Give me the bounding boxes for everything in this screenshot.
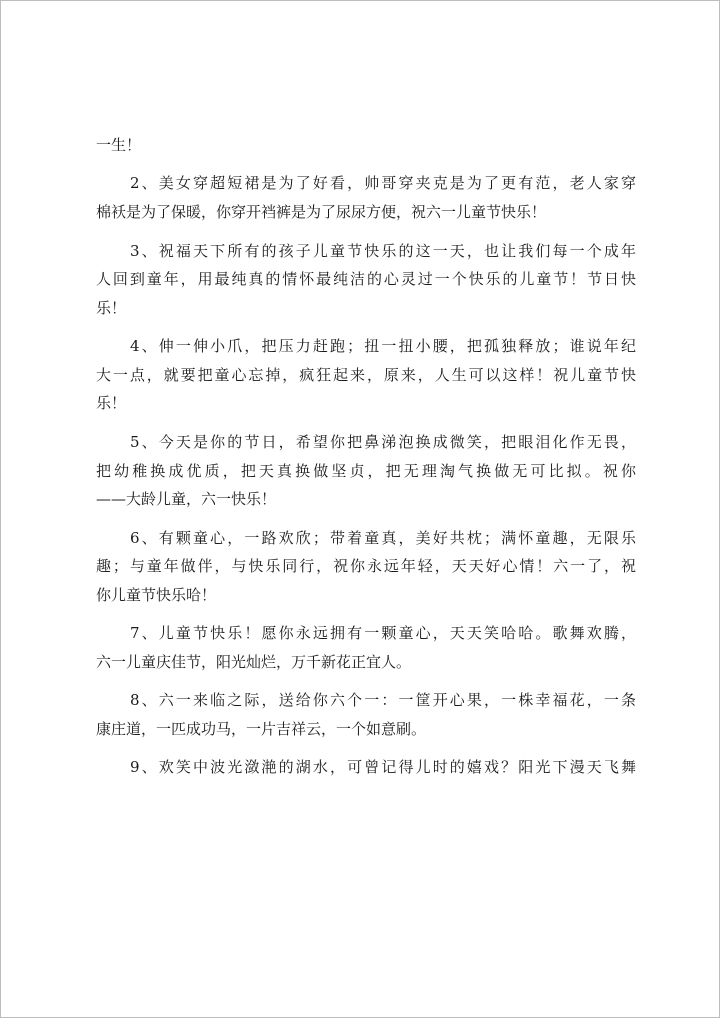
text-line: 5、今天是你的节日，希望你把鼻涕泡换成微笑，把眼泪化作无畏， xyxy=(130,432,636,451)
text-line: 大一点，就要把童心忘掉，疯狂起来，原来，人生可以这样！祝儿童节快 xyxy=(96,365,636,384)
paragraph-5 xyxy=(96,428,636,514)
text-line: 六一儿童庆佳节，阳光灿烂，万千新花正宜人。 xyxy=(96,652,412,671)
text-line: 把幼稚换成优质，把天真换做坚贞，把无理淘气换做无可比拟。祝你 xyxy=(96,461,636,480)
paragraph-6 xyxy=(96,524,636,610)
text-line: 7、儿童节快乐！愿你永远拥有一颗童心，天天笑哈哈。歌舞欢腾， xyxy=(130,624,636,643)
document-body xyxy=(96,131,636,792)
text-line: 6、有颗童心，一路欢欣；带着童真，美好共枕；满怀童趣，无限乐 xyxy=(130,528,636,547)
text-line: 一生！ xyxy=(96,136,142,154)
text-line: ——大龄儿童，六一快乐！ xyxy=(96,490,277,509)
paragraph-8 xyxy=(96,686,636,743)
text-line: 3、祝福天下所有的孩子儿童节快乐的这一天，也让我们每一个成年 xyxy=(130,241,636,260)
text-line: 8、六一来临之际，送给你六个一：一筐开心果，一株幸福花，一条 xyxy=(130,691,636,710)
text-line: 趣；与童年做伴，与快乐同行，祝你永远年轻，天天好心情！六一了，祝 xyxy=(96,557,636,576)
paragraph-2 xyxy=(96,169,636,226)
paragraph-7 xyxy=(96,619,636,676)
text-line: 9、欢笑中波光潋滟的湖水，可曾记得儿时的嬉戏？阳光下漫天飞舞 xyxy=(130,758,636,777)
text-line: 人回到童年，用最纯真的情怀最纯洁的心灵过一个快乐的儿童节！节日快 xyxy=(96,270,636,289)
text-line: 康庄道，一匹成功马，一片吉祥云，一个如意刷。 xyxy=(96,719,427,738)
text-line: 棉袄是为了保暖，你穿开裆裤是为了尿尿方便，祝六一儿童节快乐！ xyxy=(96,203,547,222)
text-line: 你儿童节快乐哈！ xyxy=(96,585,217,604)
paragraph-4 xyxy=(96,332,636,418)
text-line: 2、美女穿超短裙是为了好看，帅哥穿夹克是为了更有范，老人家穿 xyxy=(130,174,636,193)
paragraph-continuation xyxy=(96,131,636,160)
text-line: 4、伸一伸小爪，把压力赶跑；扭一扭小腰，把孤独释放；谁说年纪 xyxy=(130,337,636,356)
paragraph-9 xyxy=(96,753,636,782)
text-line: 乐！ xyxy=(96,394,127,413)
text-line: 乐！ xyxy=(96,298,127,317)
paragraph-3 xyxy=(96,237,636,323)
